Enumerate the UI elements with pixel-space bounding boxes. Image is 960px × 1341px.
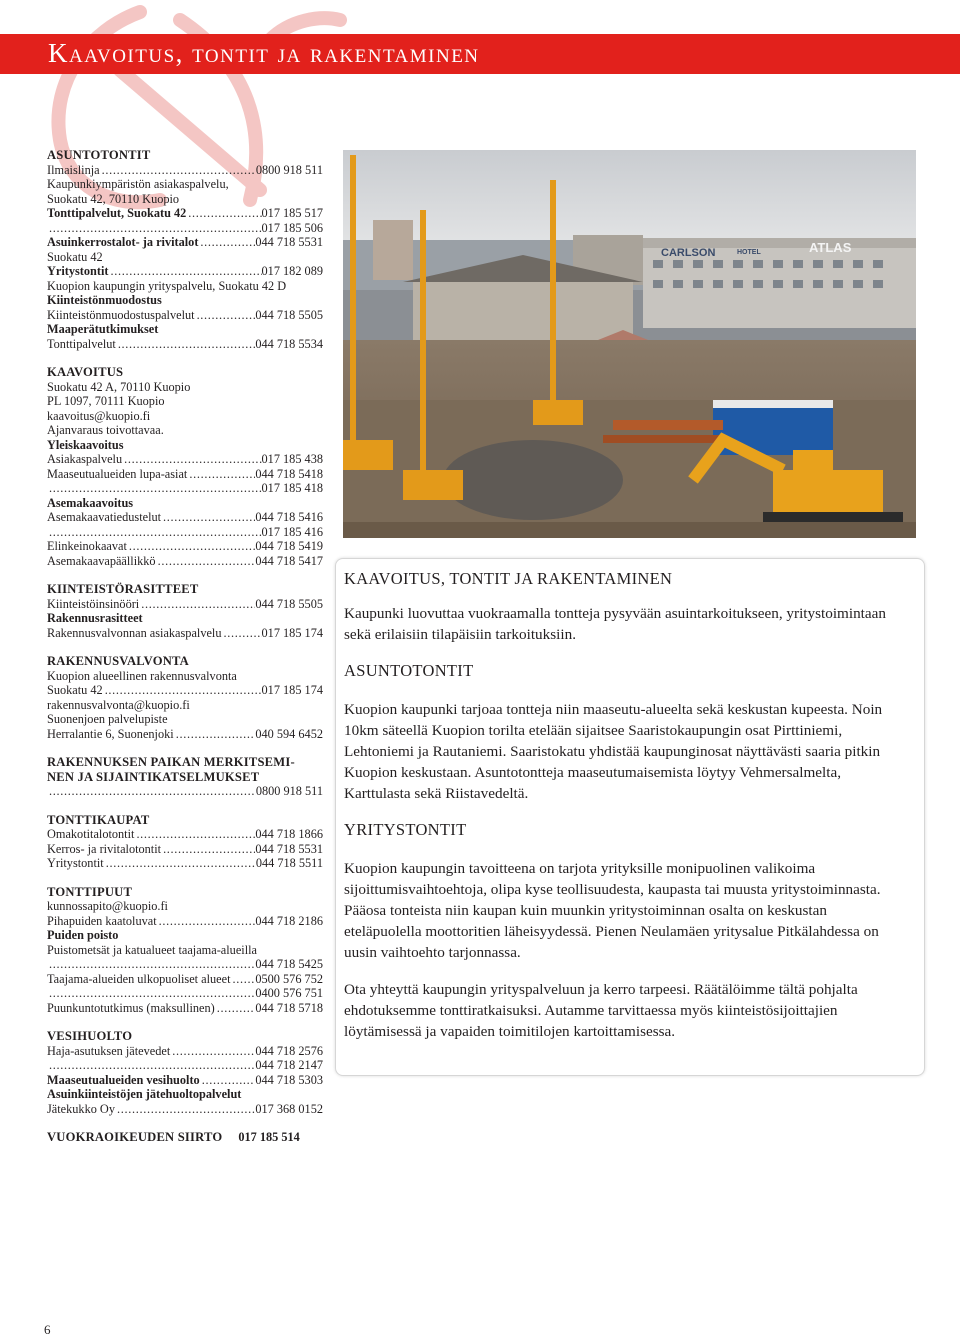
phone-number: 044 718 5534 — [255, 336, 323, 351]
directory-line: Maaperätutkimukset — [47, 322, 159, 336]
directory-row — [47, 481, 323, 496]
directory-row — [47, 510, 323, 525]
phone-number: 044 718 5511 — [255, 856, 323, 870]
section-heading: RAKENNUKSEN PAIKAN MERKITSEMI- — [47, 755, 295, 769]
directory-row — [47, 827, 323, 842]
section-tonttikaupat — [47, 813, 323, 871]
directory-row — [47, 986, 323, 1001]
dot-leader — [47, 525, 262, 540]
directory-row — [47, 626, 323, 641]
contact-directory — [47, 148, 323, 1145]
phone-number: 044 718 1866 — [255, 827, 323, 841]
info-heading: ASUNTOTONTIT — [344, 661, 474, 680]
directory-line: Asuinkiinteistöjen jätehuoltopalvelut — [47, 1087, 242, 1101]
phone-number: 044 718 5531 — [255, 235, 323, 249]
directory-line: Suokatu 42 — [47, 249, 103, 264]
phone-number: 017 182 089 — [261, 264, 323, 278]
directory-line: PL 1097, 70111 Kuopio — [47, 394, 165, 408]
phone-number: 017 185 174 — [261, 625, 323, 640]
directory-label: Herralantie 6, Suonenjoki — [47, 726, 174, 741]
phone-number: 017 185 517 — [261, 206, 323, 220]
dot-leader — [200, 1073, 256, 1088]
dot-leader — [47, 986, 255, 1001]
phone-number: 044 718 5531 — [255, 841, 323, 856]
header-bar — [0, 34, 960, 74]
section-kaavoitus — [47, 365, 323, 568]
phone-number: 044 718 2576 — [255, 1043, 323, 1058]
info-paragraph: Kaupunki luovuttaa vuokraamalla tontteja pysyvään asuintarkoitukseen, yritystoimintaan sekä erilaisiin tilapäisiin tarkoituksiin. — [344, 605, 886, 643]
phone-number: 044 718 2186 — [255, 913, 323, 928]
directory-row — [47, 727, 323, 742]
phone-number: 040 594 6452 — [255, 726, 323, 741]
dot-leader — [104, 856, 256, 871]
section-heading: TONTTIKAUPAT — [47, 812, 150, 827]
directory-row — [47, 842, 323, 857]
directory-label: Asiakaspalvelu — [47, 452, 123, 466]
construction-site-photo-icon — [343, 150, 916, 538]
section-heading: RAKENNUSVALVONTA — [47, 654, 189, 668]
dot-leader — [115, 1102, 255, 1117]
directory-label: Haja-asutuksen jätevedet — [47, 1043, 171, 1058]
dot-leader — [122, 452, 261, 467]
directory-label: Maaseutualueiden lupa-asiat — [47, 466, 188, 481]
directory-line: Rakennusrasitteet — [47, 611, 143, 625]
directory-row — [47, 972, 323, 987]
info-heading: KAAVOITUS, TONTIT JA RAKENTAMINEN — [344, 569, 673, 588]
dot-leader — [47, 1058, 255, 1073]
directory-line: Kiinteistönmuodostus — [47, 293, 162, 307]
dot-leader — [103, 683, 262, 698]
dot-leader — [195, 308, 256, 323]
directory-label: Asuinkerrostalot- ja rivitalot — [47, 235, 199, 249]
section-heading: ASUNTOTONTIT — [47, 148, 151, 162]
phone-number: 044 718 5416 — [255, 510, 323, 524]
section-heading: TONTTIPUUT — [47, 884, 133, 899]
phone-number: 0800 918 511 — [255, 162, 323, 177]
directory-label: Asemakaavapäällikkö — [47, 553, 156, 568]
phone-number: 044 718 5417 — [255, 553, 323, 568]
directory-row — [47, 1102, 323, 1117]
section-heading: KAAVOITUS — [47, 365, 124, 379]
phone-number: 017 185 514 — [238, 1130, 300, 1144]
dot-leader — [198, 235, 255, 250]
info-paragraph: Ota yhteyttä kaupungin yrityspalveluun ja kerro tarpeesi. Räätälöimme tältä pohjalta ehdotuksemme tonttiratkaisuksi. Autamme tarvittaessa myös kiinteistösijoittajien löytämisessä ja vapaiden toimitilojen kartoittamisessa. — [344, 981, 858, 1040]
directory-label: Tonttipalvelut, Suokatu 42 — [47, 206, 187, 220]
directory-line: Kuopion alueellinen rakennusvalvonta — [47, 668, 237, 683]
directory-row — [47, 1001, 323, 1016]
section-heading: KIINTEISTÖRASITTEET — [47, 582, 199, 596]
directory-label: Suokatu 42 — [47, 683, 103, 697]
section-heading: VESIHUOLTO — [47, 1029, 133, 1043]
directory-row — [47, 452, 323, 467]
directory-label: Yritystontit — [47, 264, 109, 278]
directory-line: Ajanvaraus toivottavaa. — [47, 423, 164, 437]
section-heading: NEN JA SIJAINTIKATSELMUKSET — [47, 769, 260, 784]
dot-leader — [47, 957, 255, 972]
dot-leader — [47, 481, 262, 496]
email-link[interactable]: kunnossapito@kuopio.fi — [47, 899, 168, 913]
dot-leader — [161, 510, 255, 525]
phone-number: 044 718 5505 — [255, 596, 323, 611]
section-kiinteistorasitteet — [47, 582, 323, 640]
email-link[interactable]: kaavoitus@kuopio.fi — [47, 408, 151, 423]
directory-line: Asemakaavoitus — [47, 495, 134, 510]
phone-number: 044 718 5718 — [255, 1000, 323, 1015]
directory-line: Suokatu 42, 70110 Kuopio — [47, 191, 180, 206]
directory-row — [47, 1073, 323, 1088]
directory-row — [47, 784, 323, 799]
directory-label: Kerros- ja rivitalotontit — [47, 841, 162, 856]
directory-row — [47, 1058, 323, 1073]
dot-leader — [47, 221, 262, 236]
info-heading: YRITYSTONTIT — [344, 820, 467, 839]
directory-label: Tonttipalvelut — [47, 336, 116, 351]
dot-leader — [186, 206, 261, 221]
directory-row — [47, 235, 323, 250]
info-paragraph: Kuopion kaupunki tarjoaa tontteja niin maaseutu-alueelta sekä keskustan kupeesta. Noin 10km säteellä Kuopion torilta etelään sijaitsee Saaristokaupungin osat Pirttiniemi, Lehtoniemi ja Rautaniemi. Saaristokatu yhdistää kaupunginosat näyttävästi saaria pitkin Kuopion keskustaan. Asuntotontteja maaseutumaisemista löytyy Vehmersalmelta, Karttulasta sekä Riistavedeltä. — [344, 701, 883, 802]
phone-number: 0500 576 752 — [255, 971, 323, 986]
dot-leader — [215, 1001, 256, 1016]
dot-leader — [47, 784, 256, 799]
directory-row — [47, 264, 323, 279]
dot-leader — [187, 467, 255, 482]
directory-row — [47, 221, 323, 236]
phone-number: 044 718 2147 — [255, 1058, 323, 1072]
directory-row — [47, 467, 323, 482]
directory-label: Jätekukko Oy — [47, 1101, 115, 1116]
directory-line: Kaupunkiympäristön asiakaspalvelu, — [47, 177, 229, 191]
phone-number: 017 185 174 — [261, 683, 323, 697]
directory-label: Pihapuiden kaatoluvat — [47, 913, 157, 928]
phone-number: 044 718 5303 — [255, 1072, 323, 1087]
directory-label: Ilmaislinja — [47, 162, 100, 177]
directory-label: Yritystontit — [47, 856, 104, 870]
directory-label: Rakennusvalvonnan asiakaspalvelu — [47, 625, 222, 640]
directory-row — [47, 337, 323, 352]
section-vesihuolto — [47, 1029, 323, 1116]
info-box — [335, 558, 925, 1076]
dot-leader — [108, 264, 261, 279]
section-vuokraoikeus — [47, 1130, 323, 1145]
dot-leader — [231, 972, 256, 987]
phone-number: 017 185 438 — [261, 452, 323, 466]
page-title: Kaavoitus, tontit ja rakentaminen — [48, 38, 480, 68]
directory-line: Suonenjoen palvelupiste — [47, 712, 168, 726]
page-number: 6 — [44, 1322, 51, 1337]
dot-leader — [156, 554, 256, 569]
directory-row — [47, 308, 323, 323]
directory-line: Puiden poisto — [47, 928, 119, 942]
directory-line: Suokatu 42 A, 70110 Kuopio — [47, 379, 191, 394]
dot-leader — [100, 163, 256, 178]
directory-label: Taajama-alueiden ulkopuoliset alueet — [47, 971, 231, 986]
section-rakennusvalvonta — [47, 654, 323, 741]
directory-row — [47, 206, 323, 221]
phone-number: 044 718 5505 — [255, 307, 323, 322]
phone-number: 044 718 5425 — [255, 957, 323, 971]
directory-row — [47, 554, 323, 569]
phone-number: 044 718 5419 — [255, 539, 323, 553]
directory-label: Asemakaavatiedustelut — [47, 510, 162, 524]
phone-number: 044 718 5418 — [255, 466, 323, 481]
sign-hotel: HOTEL — [737, 249, 761, 256]
dot-leader — [127, 539, 255, 554]
directory-label: Maaseutualueiden vesihuolto — [47, 1072, 200, 1087]
directory-row — [47, 856, 323, 871]
directory-label: Puunkuntotutkimus (maksullinen) — [47, 1000, 215, 1015]
directory-row — [47, 683, 323, 698]
directory-row — [47, 525, 323, 540]
email-link[interactable]: rakennusvalvonta@kuopio.fi — [47, 697, 190, 712]
phone-number: 017 185 418 — [261, 481, 323, 495]
directory-row — [47, 957, 323, 972]
dot-leader — [139, 597, 255, 612]
dot-leader — [170, 1044, 255, 1059]
phone-number: 0400 576 751 — [255, 986, 323, 1000]
directory-line: Puistometsät ja katualueet taajama-alueilla — [47, 942, 257, 957]
dot-leader — [134, 827, 255, 842]
directory-row — [47, 597, 323, 612]
directory-row — [47, 914, 323, 929]
phone-number: 0800 918 511 — [255, 784, 323, 798]
directory-row — [47, 1044, 323, 1059]
directory-label: Kiinteistönmuodostuspalvelut — [47, 307, 195, 322]
dot-leader — [222, 626, 262, 641]
directory-label: Elinkeinokaavat — [47, 539, 127, 553]
directory-row — [47, 163, 323, 178]
section-tonttipuut — [47, 885, 323, 1016]
dot-leader — [116, 337, 256, 352]
phone-number: 017 185 416 — [261, 524, 323, 539]
dot-leader — [174, 727, 256, 742]
dot-leader — [161, 842, 255, 857]
section-merkitseminen — [47, 755, 323, 799]
info-paragraph: Kuopion kaupungin tavoitteena on tarjota yrityksille monipuolinen valikoima sijoittumisvaihtoehtoja, olipa kyse teollisuudesta, kaupasta tai muusta yritystoiminnasta. Pääosa tonteista niin kaupan kuin muunkin yritystoiminnan osalta on keskustan eteläpuolella moottoritien läheisyydessä. Pienen Neulamäen yritysalue Pitkälahdessa on uusin vaihtoehto tarjonnassa. — [344, 860, 881, 961]
section-heading: VUOKRAOIKEUDEN SIIRTO — [47, 1130, 223, 1144]
sign-atlas: ATLAS — [809, 240, 852, 255]
directory-label: Kiinteistöinsinööri — [47, 596, 140, 611]
directory-line: Kuopion kaupungin yrityspalvelu, Suokatu 42 D — [47, 278, 287, 293]
phone-number: 017 368 0152 — [255, 1101, 323, 1116]
directory-row — [47, 539, 323, 554]
directory-line: Yleiskaavoitus — [47, 437, 124, 452]
sign-carlson: CARLSON — [661, 247, 716, 259]
dot-leader — [157, 914, 256, 929]
phone-number: 017 185 506 — [261, 220, 323, 235]
directory-label: Omakotitalotontit — [47, 827, 135, 841]
section-asuntotontit — [47, 148, 323, 351]
